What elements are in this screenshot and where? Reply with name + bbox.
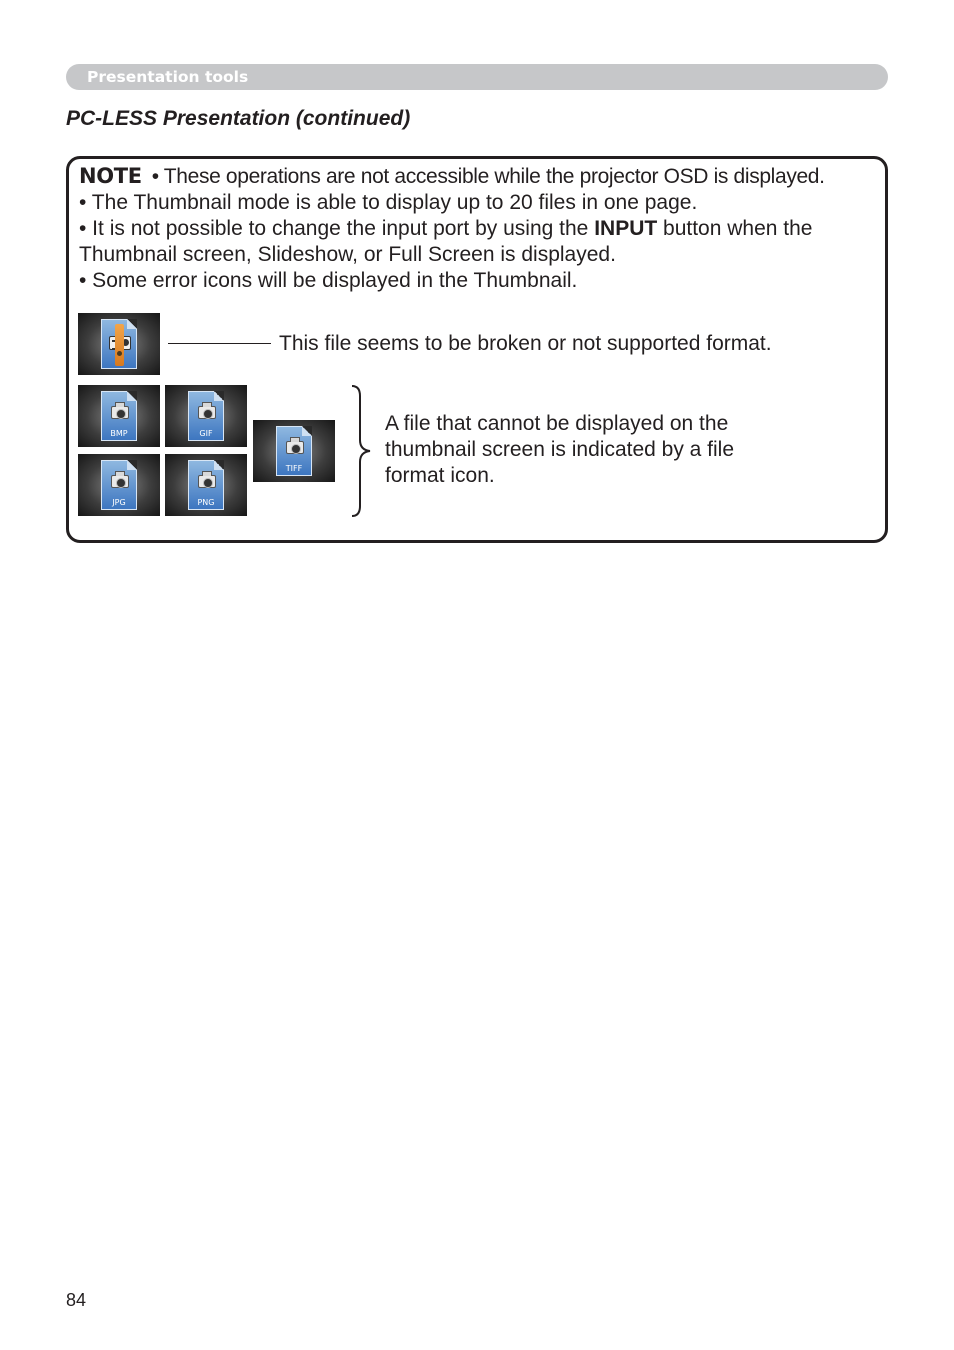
png-thumbnail: [165, 454, 247, 516]
format-label: JPG: [112, 498, 126, 507]
bmp-thumbnail: [78, 385, 160, 447]
page-number: 84: [66, 1290, 87, 1310]
camera-icon: [198, 406, 216, 419]
document-icon: [101, 460, 137, 510]
leader-line: [168, 343, 271, 344]
format-label: PNG: [197, 498, 215, 507]
document-icon: [188, 391, 224, 441]
tiff-thumbnail: [253, 420, 335, 482]
document-icon: [188, 460, 224, 510]
camera-icon: [111, 406, 129, 419]
input-button-label: INPUT: [594, 217, 658, 240]
note-line-3-end: button when the: [657, 217, 813, 240]
format-icon-caption: [385, 411, 805, 489]
note-line-5: • Some error icons will be displayed in the Thumbnail.: [79, 269, 578, 292]
note-line-3-start: • It is not possible to change the input port by using the: [79, 217, 595, 240]
note-line-2: • The Thumbnail mode is able to display up to 20 files in one page.: [79, 191, 698, 214]
curly-brace: [346, 384, 376, 518]
document-icon: [101, 391, 137, 441]
format-caption-line-3: format icon.: [385, 464, 495, 487]
note-line-1: [79, 163, 879, 190]
note-label: NOTE: [79, 164, 142, 188]
format-label: TIFF: [285, 464, 303, 473]
jpg-thumbnail: [78, 454, 160, 516]
camera-icon: [111, 475, 129, 488]
section-label: Presentation tools: [87, 68, 249, 86]
broken-file-thumbnail: [78, 313, 160, 375]
document-icon: [276, 426, 312, 476]
camera-icon: [286, 441, 304, 454]
note-line-4: Thumbnail screen, Slideshow, or Full Screen is displayed.: [79, 243, 616, 266]
warning-exclamation-icon: [115, 324, 124, 366]
section-header-bar: [66, 64, 888, 90]
format-label: BMP: [110, 429, 128, 438]
note-line-3: [79, 216, 879, 242]
format-caption-line-1: A file that cannot be displayed on the: [385, 412, 729, 435]
note-osd-text: • These operations are not accessible while the projector OSD is displayed.: [151, 165, 825, 188]
document-icon: [101, 319, 137, 369]
camera-icon: [198, 475, 216, 488]
format-label: GIF: [199, 429, 213, 438]
note-text: [79, 163, 879, 294]
broken-file-caption: This file seems to be broken or not supported format.: [279, 332, 772, 355]
page-heading: PC-LESS Presentation (continued): [66, 107, 411, 130]
gif-thumbnail: [165, 385, 247, 447]
format-caption-line-2: thumbnail screen is indicated by a file: [385, 438, 735, 461]
